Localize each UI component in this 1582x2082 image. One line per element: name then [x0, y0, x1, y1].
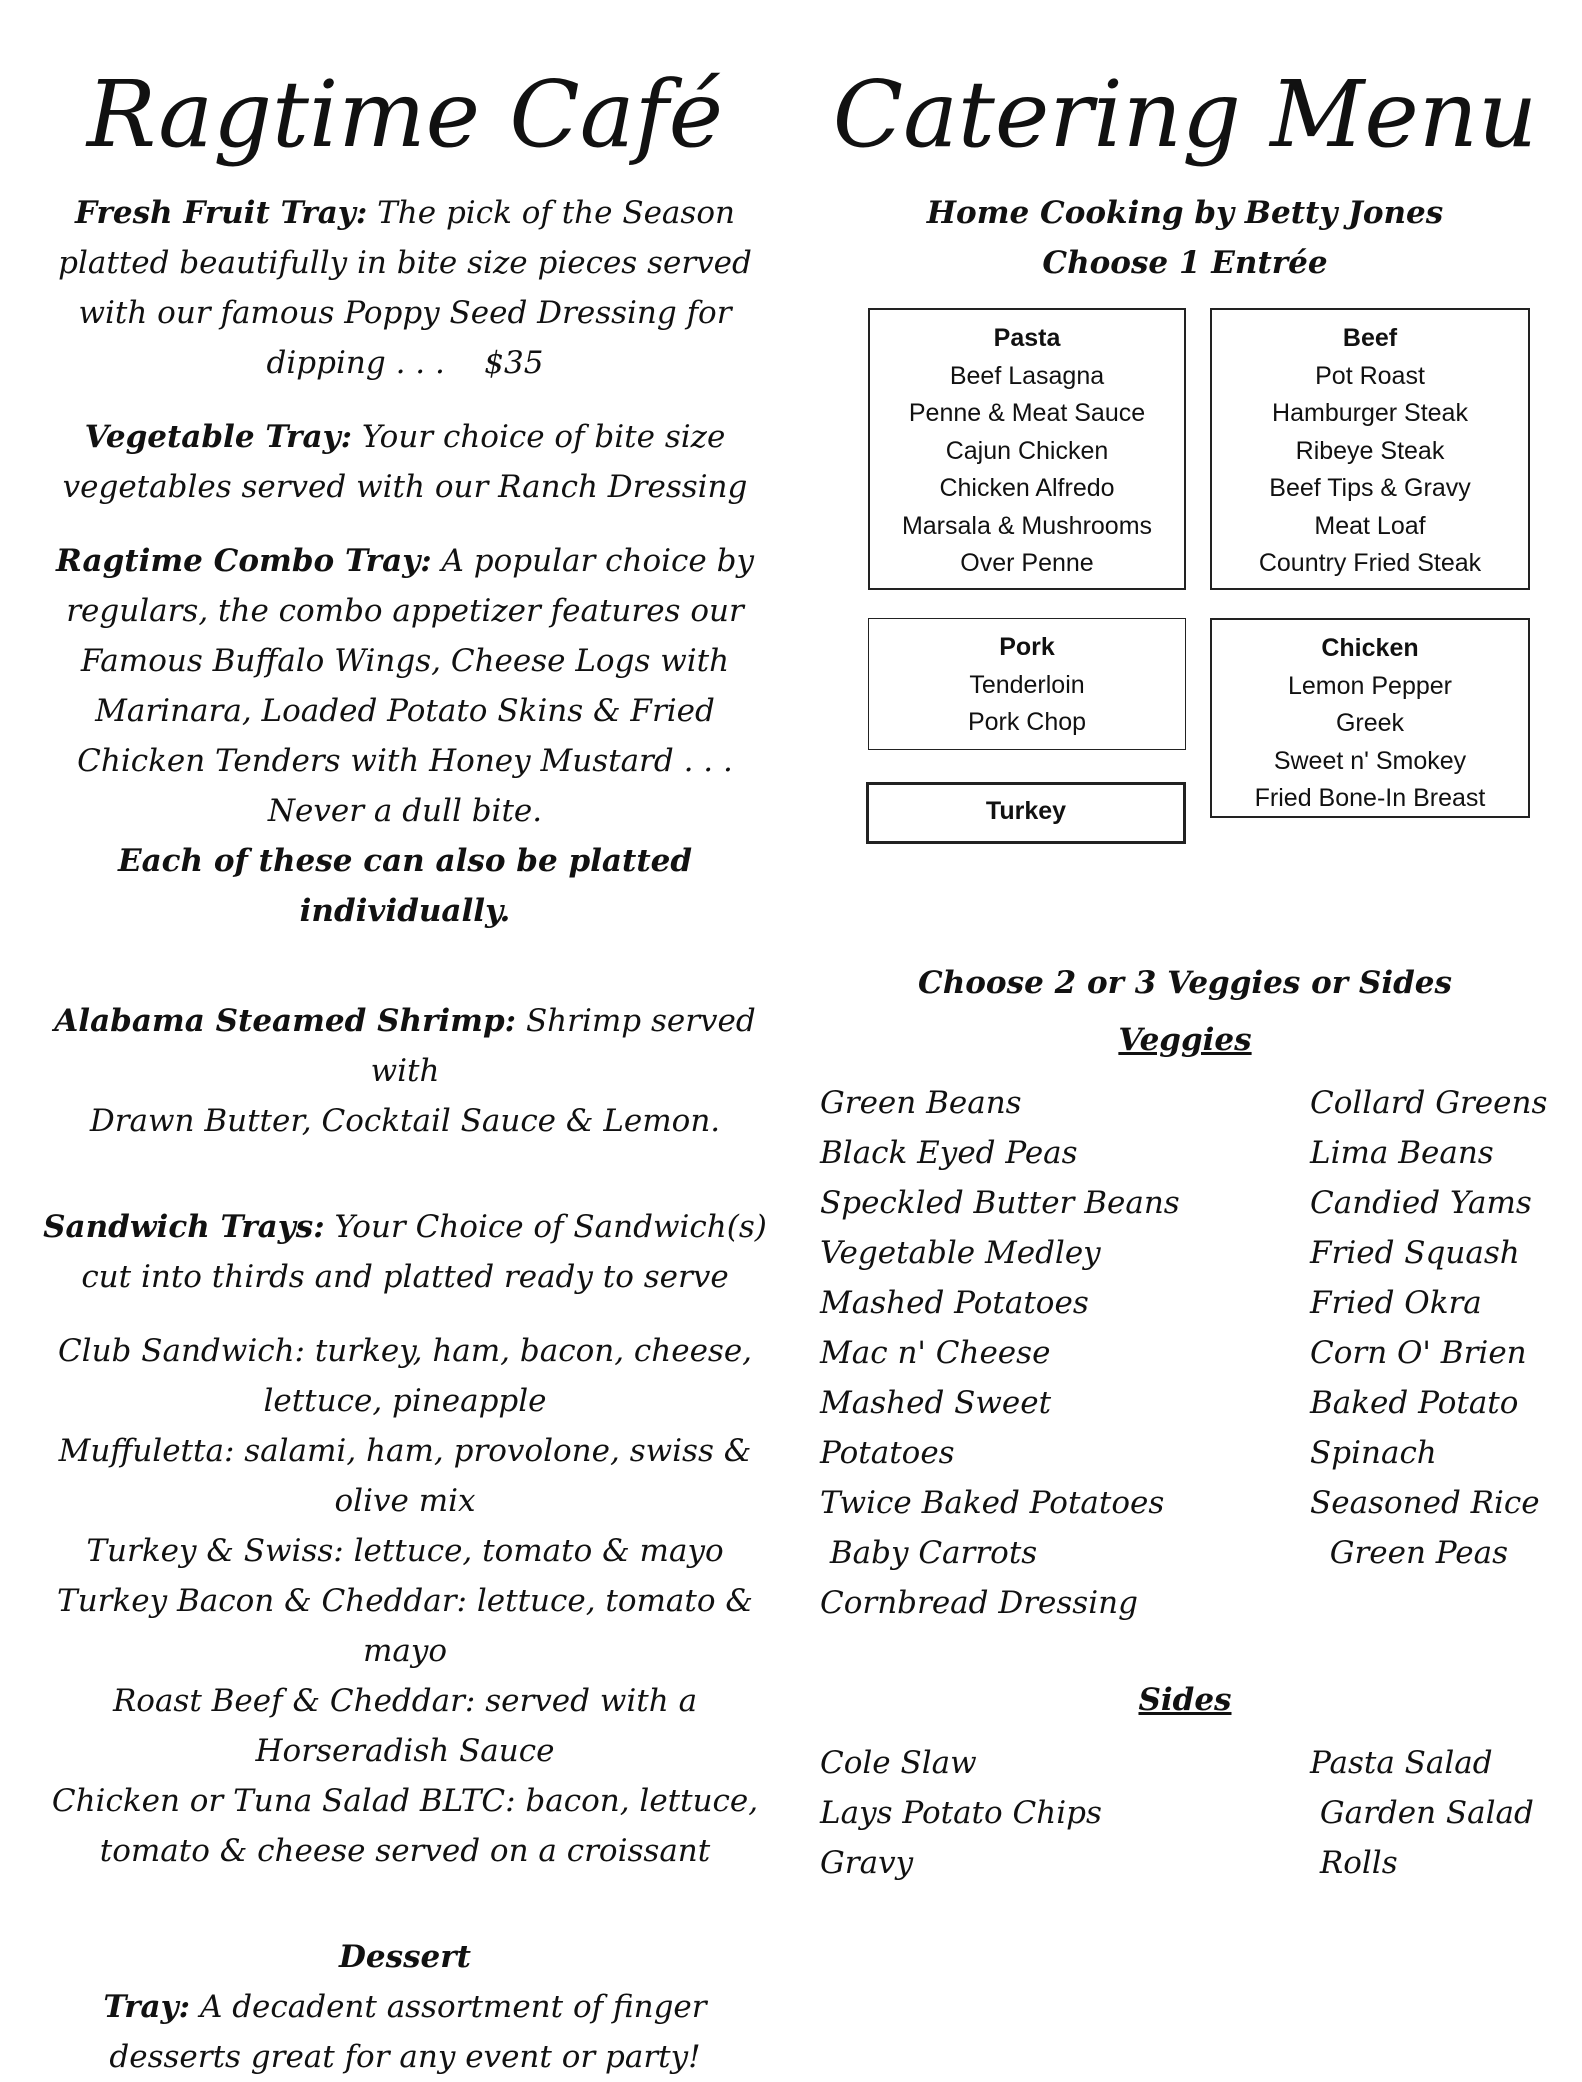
fruit-tray-desc-4: dipping . . . $35	[266, 345, 544, 381]
combo-tray-desc-1: A popular choice by	[441, 543, 754, 579]
entree-boxes	[820, 308, 1550, 868]
sides-right-column	[1310, 1738, 1550, 1888]
sandwich-trays-section	[40, 1202, 770, 1302]
shrimp-desc-2: Drawn Butter, Cocktail Sauce & Lemon.	[89, 1103, 721, 1139]
beef-heading: Beef	[1342, 324, 1398, 352]
beef-item: Country Fried Steak	[1258, 549, 1482, 577]
chicken-heading: Chicken	[1321, 634, 1419, 662]
veggie-item: Mashed Sweet Potatoes	[820, 1385, 1052, 1471]
chicken-box	[1210, 618, 1530, 818]
vegetable-tray-desc-1: Your choice of bite size	[361, 419, 726, 455]
pasta-item: Marsala & Mushrooms	[901, 511, 1153, 540]
combo-tray-desc-6: Never a dull bite.	[267, 793, 543, 829]
pasta-box	[868, 308, 1186, 590]
pork-item: Pork Chop	[967, 708, 1087, 736]
turkey-heading: Turkey	[985, 797, 1067, 825]
left-column	[40, 40, 770, 2082]
pork-item: Tenderloin	[969, 670, 1085, 699]
veggie-item: Green Peas	[1310, 1535, 1509, 1571]
sandwich-line: Chicken or Tuna Salad BLTC: bacon, lettuce,	[51, 1783, 759, 1819]
chicken-item: Sweet n' Smokey	[1273, 746, 1467, 775]
combo-tray-desc-2: regulars, the combo appetizer features our	[66, 593, 744, 629]
veggie-item: Mac n' Cheese	[820, 1335, 1051, 1371]
sides-list	[820, 1738, 1550, 1888]
sides-heading: Sides	[1138, 1682, 1232, 1718]
veggie-item: Black Eyed Peas	[820, 1135, 1078, 1171]
beef-item: Meat Loaf	[1314, 511, 1426, 540]
sandwich-line: Roast Beef & Cheddar: served with a	[112, 1683, 698, 1719]
choose-veggies-heading: Choose 2 or 3 Veggies or Sides	[918, 965, 1452, 1001]
dessert-tray-name: Tray:	[103, 1989, 191, 2025]
combo-tray-desc-4: Marinara, Loaded Potato Skins & Fried	[95, 693, 715, 729]
vegetable-tray-section	[40, 412, 770, 512]
veggies-heading: Veggies	[1118, 1022, 1252, 1058]
veggie-item: Corn O' Brien	[1310, 1335, 1527, 1371]
sandwich-line: Muffuletta: salami, ham, provolone, swiss &	[58, 1433, 752, 1469]
sides-left-column	[820, 1738, 1180, 1888]
shrimp-desc-1: Shrimp served with	[370, 1003, 756, 1089]
cafe-title: Ragtime Café	[86, 61, 724, 168]
dessert-section	[40, 1932, 770, 2082]
chicken-item: Greek	[1335, 709, 1405, 737]
combo-tray-desc-5: Chicken Tenders with Honey Mustard . . .	[77, 743, 733, 779]
fruit-tray-desc-3: with our famous Poppy Seed Dressing for	[78, 295, 732, 331]
veggie-item: Vegetable Medley	[820, 1235, 1101, 1271]
sandwich-trays-desc-2: cut into thirds and platted ready to serve	[81, 1259, 729, 1295]
pasta-item: Chicken Alfredo	[939, 474, 1115, 502]
sandwich-list	[40, 1326, 770, 1876]
veggie-item: Fried Squash	[1310, 1235, 1520, 1271]
combo-tray-desc-3: Famous Buffalo Wings, Cheese Logs with	[80, 643, 730, 679]
side-item: Cole Slaw	[820, 1745, 977, 1781]
shrimp-name: Alabama Steamed Shrimp:	[54, 1003, 517, 1039]
veggie-item: Green Beans	[820, 1085, 1022, 1121]
pork-box	[868, 618, 1186, 750]
side-item: Rolls	[1310, 1845, 1398, 1881]
veggie-item: Collard Greens	[1310, 1085, 1548, 1121]
side-item: Gravy	[820, 1845, 914, 1881]
sandwich-trays-desc-1: Your Choice of Sandwich(s)	[334, 1209, 767, 1245]
pork-heading: Pork	[999, 633, 1055, 661]
pasta-item: Beef Lasagna	[949, 361, 1105, 390]
veggie-item: Spinach	[1310, 1435, 1437, 1471]
vegetable-tray-desc-2: vegetables served with our Ranch Dressing	[62, 469, 748, 505]
combo-tray-name: Ragtime Combo Tray:	[56, 543, 432, 579]
side-item: Garden Salad	[1310, 1795, 1534, 1831]
veggie-item: Cornbread Dressing	[820, 1585, 1138, 1621]
dessert-desc-1: A decadent assortment of finger	[199, 1989, 707, 2025]
sandwich-line: Club Sandwich: turkey, ham, bacon, cheese,	[57, 1333, 753, 1369]
veggie-item: Twice Baked Potatoes	[820, 1485, 1165, 1521]
veggies-left-column	[820, 1078, 1180, 1628]
pasta-item: Over Penne	[960, 549, 1094, 577]
dessert-desc-2: desserts great for any event or party!	[109, 2039, 701, 2075]
veggie-item: Baked Potato	[1310, 1385, 1519, 1421]
chicken-item: Lemon Pepper	[1287, 671, 1452, 700]
sandwich-line: mayo	[362, 1633, 448, 1669]
veggie-item: Fried Okra	[1310, 1285, 1482, 1321]
beef-item: Hamburger Steak	[1272, 399, 1468, 427]
veggies-list	[820, 1078, 1550, 1628]
beef-item: Beef Tips & Gravy	[1269, 474, 1471, 502]
right-column	[820, 40, 1550, 1888]
sandwich-line: Turkey & Swiss: lettuce, tomato & mayo	[86, 1533, 724, 1569]
sandwich-trays-name: Sandwich Trays:	[43, 1209, 325, 1245]
shrimp-section	[40, 996, 770, 1146]
veggie-item: Seasoned Rice	[1310, 1485, 1540, 1521]
veggie-item: Lima Beans	[1310, 1135, 1494, 1171]
veggie-item: Speckled Butter Beans	[820, 1185, 1180, 1221]
turkey-box	[866, 782, 1186, 844]
fruit-tray-desc-1: The pick of the Season	[377, 195, 735, 231]
subtitle-choose-entree: Choose 1 Entrée	[1042, 245, 1328, 281]
catering-title: Catering Menu	[832, 61, 1538, 168]
platted-note: Each of these can also be platted individually.	[117, 843, 693, 929]
subtitle-home-cooking: Home Cooking by Betty Jones	[926, 195, 1444, 231]
combo-tray-section	[40, 536, 770, 836]
side-item: Pasta Salad	[1310, 1745, 1493, 1781]
sandwich-line: olive mix	[334, 1483, 476, 1519]
veggie-item: Baby Carrots	[820, 1535, 1038, 1571]
fruit-tray-desc-2: platted beautifully in bite size pieces served	[58, 245, 752, 281]
veggie-item: Candied Yams	[1310, 1185, 1532, 1221]
sandwich-line: Horseradish Sauce	[255, 1733, 555, 1769]
dessert-heading: Dessert	[339, 1939, 471, 1975]
sandwich-line: Turkey Bacon & Cheddar: lettuce, tomato &	[57, 1583, 753, 1619]
fruit-tray-section	[40, 188, 770, 388]
side-item: Lays Potato Chips	[820, 1795, 1102, 1831]
veggie-item: Mashed Potatoes	[820, 1285, 1089, 1321]
chicken-item: Fried Bone-In Breast	[1254, 784, 1486, 812]
beef-box	[1210, 308, 1530, 590]
pasta-item: Penne & Meat Sauce	[908, 399, 1146, 427]
fruit-tray-name: Fresh Fruit Tray:	[75, 195, 368, 231]
pasta-heading: Pasta	[993, 324, 1061, 352]
sandwich-line: tomato & cheese served on a croissant	[99, 1833, 711, 1869]
beef-item: Pot Roast	[1315, 361, 1425, 390]
veggies-right-column	[1310, 1078, 1550, 1628]
pasta-item: Cajun Chicken	[945, 436, 1109, 465]
sandwich-line: lettuce, pineapple	[263, 1383, 547, 1419]
vegetable-tray-name: Vegetable Tray:	[84, 419, 353, 455]
beef-item: Ribeye Steak	[1295, 436, 1445, 465]
